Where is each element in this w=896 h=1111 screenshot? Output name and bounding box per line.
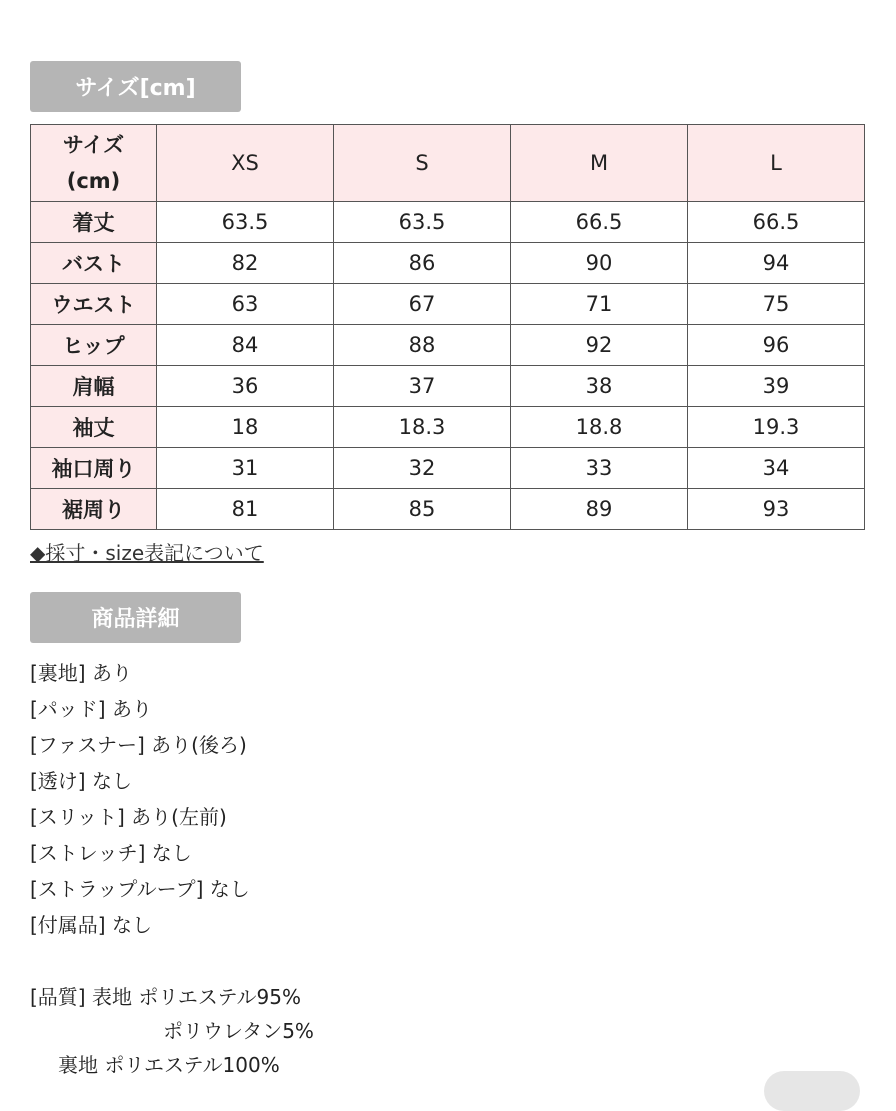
table-cell: 85 <box>334 489 511 530</box>
row-label: 裾周り <box>31 489 157 530</box>
table-row <box>31 407 865 448</box>
table-cell: 37 <box>334 366 511 407</box>
table-cell: 89 <box>511 489 688 530</box>
table-cell: 93 <box>688 489 865 530</box>
table-cell: 66.5 <box>688 202 865 243</box>
detail-lining: [裏地] あり <box>30 661 132 685</box>
column-header-s: S <box>334 125 511 202</box>
detail-padding: [パッド] あり <box>30 697 152 721</box>
table-cell: 18.8 <box>511 407 688 448</box>
table-cell: 75 <box>688 284 865 325</box>
table-row <box>31 448 865 489</box>
table-cell: 39 <box>688 366 865 407</box>
row-label: ウエスト <box>31 284 157 325</box>
table-cell: 84 <box>157 325 334 366</box>
detail-quality-outer-2: ポリウレタン5% <box>163 1019 314 1043</box>
row-label: ヒップ <box>31 325 157 366</box>
table-row <box>31 489 865 530</box>
detail-accessories: [付属品] なし <box>30 913 152 937</box>
table-cell: 63.5 <box>334 202 511 243</box>
size-table-corner <box>31 125 157 202</box>
size-section-title: サイズ[cm] <box>30 61 241 112</box>
size-table <box>30 124 865 530</box>
scroll-to-top-button[interactable] <box>764 1071 860 1111</box>
detail-slit: [スリット] あり(左前) <box>30 805 227 829</box>
detail-quality-lining: 裏地 ポリエステル100% <box>58 1053 280 1077</box>
detail-quality-outer: [品質] 表地 ポリエステル95% <box>30 985 301 1009</box>
table-row <box>31 202 865 243</box>
table-cell: 96 <box>688 325 865 366</box>
table-cell: 18 <box>157 407 334 448</box>
table-row <box>31 243 865 284</box>
table-cell: 34 <box>688 448 865 489</box>
row-label: 肩幅 <box>31 366 157 407</box>
table-cell: 88 <box>334 325 511 366</box>
size-notation-link[interactable]: ◆採寸・size表記について <box>30 541 264 565</box>
table-cell: 81 <box>157 489 334 530</box>
table-cell: 19.3 <box>688 407 865 448</box>
table-cell: 92 <box>511 325 688 366</box>
table-cell: 90 <box>511 243 688 284</box>
detail-sheerness: [透け] なし <box>30 769 132 793</box>
table-row <box>31 325 865 366</box>
row-label: 着丈 <box>31 202 157 243</box>
table-cell: 71 <box>511 284 688 325</box>
table-cell: 31 <box>157 448 334 489</box>
corner-label-line2: (cm) <box>66 169 121 193</box>
row-label: 袖丈 <box>31 407 157 448</box>
table-cell: 18.3 <box>334 407 511 448</box>
table-cell: 86 <box>334 243 511 284</box>
table-cell: 63 <box>157 284 334 325</box>
table-cell: 63.5 <box>157 202 334 243</box>
product-detail-section-title: 商品詳細 <box>30 592 241 643</box>
corner-label-line1: サイズ <box>62 133 125 157</box>
detail-zipper: [ファスナー] あり(後ろ) <box>30 733 247 757</box>
table-cell: 33 <box>511 448 688 489</box>
column-header-l: L <box>688 125 865 202</box>
column-header-xs: XS <box>157 125 334 202</box>
table-cell: 82 <box>157 243 334 284</box>
table-cell: 36 <box>157 366 334 407</box>
table-cell: 32 <box>334 448 511 489</box>
table-cell: 38 <box>511 366 688 407</box>
size-table-header-row <box>31 125 865 202</box>
row-label: 袖口周り <box>31 448 157 489</box>
table-cell: 94 <box>688 243 865 284</box>
table-cell: 66.5 <box>511 202 688 243</box>
column-header-m: M <box>511 125 688 202</box>
table-row <box>31 366 865 407</box>
detail-strap-loop: [ストラップループ] なし <box>30 877 250 901</box>
detail-stretch: [ストレッチ] なし <box>30 841 192 865</box>
table-cell: 67 <box>334 284 511 325</box>
table-row <box>31 284 865 325</box>
row-label: バスト <box>31 243 157 284</box>
